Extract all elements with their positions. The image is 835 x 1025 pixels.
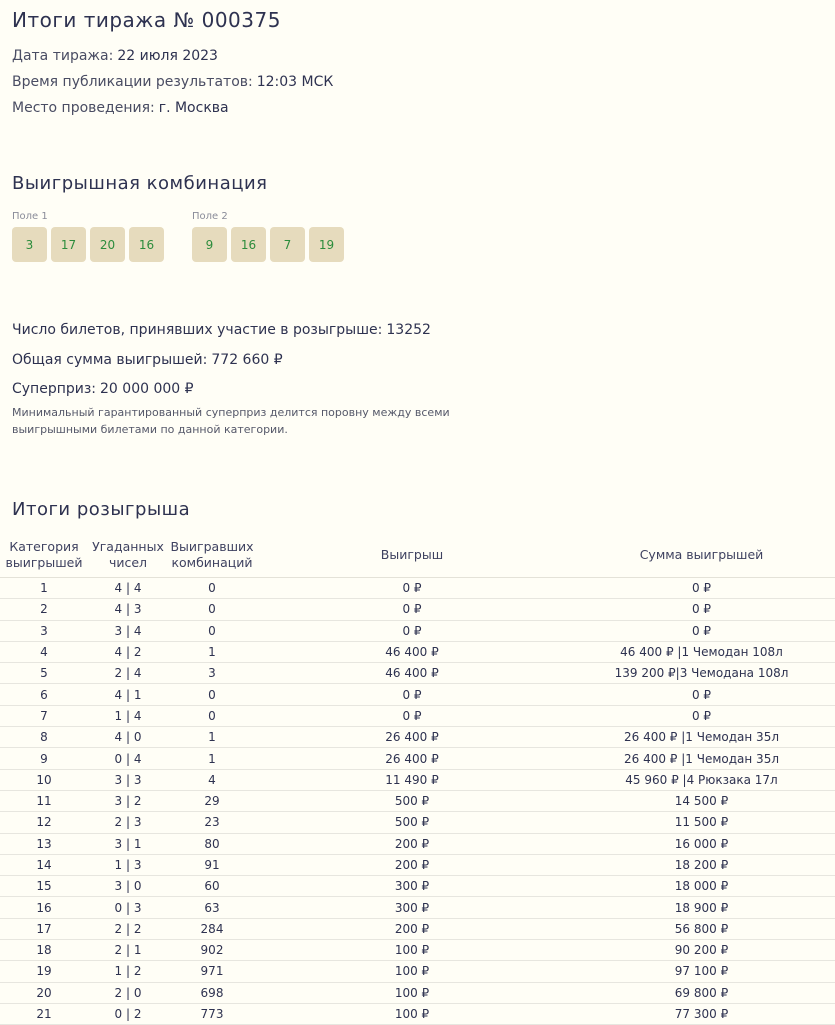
cell-winning-combos: 773: [168, 1003, 256, 1024]
cell-category: 21: [0, 1003, 88, 1024]
draw-place: [12, 100, 229, 116]
cell-category: 10: [0, 769, 88, 790]
number-ball: 3: [12, 227, 47, 262]
number-ball: 16: [129, 227, 164, 262]
cell-guessed: 3 | 3: [88, 769, 168, 790]
publish-time-value: 12:03 МСК: [256, 74, 334, 90]
total-winnings-value: 772 660 ₽: [211, 352, 283, 368]
cell-guessed: 1 | 2: [88, 961, 168, 982]
table-row: [0, 812, 835, 833]
cell-prize: 0 ₽: [256, 684, 568, 705]
col-header-prize: Выигрыш: [256, 533, 568, 578]
cell-prize: 26 400 ₽: [256, 727, 568, 748]
cell-guessed: 3 | 1: [88, 833, 168, 854]
table-row: [0, 769, 835, 790]
cell-winning-combos: 0: [168, 578, 256, 599]
number-ball: 16: [231, 227, 266, 262]
cell-guessed: 0 | 2: [88, 1003, 168, 1024]
cell-winning-combos: 91: [168, 854, 256, 875]
table-row: [0, 961, 835, 982]
cell-winning-combos: 284: [168, 918, 256, 939]
cell-prize-total: 16 000 ₽: [568, 833, 835, 854]
field2-balls: [192, 227, 344, 262]
cell-winning-combos: 902: [168, 940, 256, 961]
combination-title: Выигрышная комбинация: [12, 173, 268, 194]
cell-category: 11: [0, 790, 88, 811]
cell-category: 6: [0, 684, 88, 705]
col-header-category: Категория выигрышей: [0, 533, 88, 578]
cell-guessed: 4 | 4: [88, 578, 168, 599]
cell-prize: 11 490 ₽: [256, 769, 568, 790]
cell-category: 15: [0, 876, 88, 897]
cell-prize: 300 ₽: [256, 897, 568, 918]
cell-winning-combos: 698: [168, 982, 256, 1003]
cell-prize-total: 18 000 ₽: [568, 876, 835, 897]
table-row: [0, 684, 835, 705]
table-row: [0, 876, 835, 897]
col-header-prize-total: Сумма выигрышей: [568, 533, 835, 578]
cell-prize: 0 ₽: [256, 578, 568, 599]
cell-prize: 46 400 ₽: [256, 641, 568, 662]
cell-category: 5: [0, 663, 88, 684]
cell-prize-total: 26 400 ₽ |1 Чемодан 35л: [568, 727, 835, 748]
number-ball: 9: [192, 227, 227, 262]
cell-prize-total: 0 ₽: [568, 620, 835, 641]
table-row: [0, 940, 835, 961]
table-row: [0, 727, 835, 748]
table-row: [0, 982, 835, 1003]
cell-category: 14: [0, 854, 88, 875]
cell-winning-combos: 29: [168, 790, 256, 811]
field1-label: Поле 1: [12, 211, 48, 222]
total-winnings: [12, 352, 283, 368]
cell-guessed: 3 | 0: [88, 876, 168, 897]
table-row: [0, 1003, 835, 1024]
superprize-label: Суперприз:: [12, 381, 97, 397]
cell-guessed: 0 | 3: [88, 897, 168, 918]
cell-prize: 0 ₽: [256, 599, 568, 620]
superprize: [12, 381, 194, 397]
cell-prize: 100 ₽: [256, 1003, 568, 1024]
cell-prize-total: 56 800 ₽: [568, 918, 835, 939]
cell-category: 3: [0, 620, 88, 641]
cell-guessed: 4 | 0: [88, 727, 168, 748]
cell-guessed: 2 | 0: [88, 982, 168, 1003]
field2-label: Поле 2: [192, 211, 228, 222]
cell-prize: 46 400 ₽: [256, 663, 568, 684]
cell-guessed: 2 | 3: [88, 812, 168, 833]
table-row: [0, 918, 835, 939]
draw-date-value: 22 июля 2023: [117, 48, 218, 64]
page-title: Итоги тиража № 000375: [12, 8, 281, 32]
table-row: [0, 578, 835, 599]
cell-prize-total: 0 ₽: [568, 705, 835, 726]
cell-category: 1: [0, 578, 88, 599]
draw-date: [12, 48, 218, 64]
table-row: [0, 833, 835, 854]
table-row: [0, 790, 835, 811]
cell-guessed: 0 | 4: [88, 748, 168, 769]
cell-prize: 100 ₽: [256, 982, 568, 1003]
cell-prize-total: 0 ₽: [568, 684, 835, 705]
cell-prize: 500 ₽: [256, 790, 568, 811]
cell-category: 20: [0, 982, 88, 1003]
cell-winning-combos: 0: [168, 705, 256, 726]
table-row: [0, 897, 835, 918]
cell-winning-combos: 4: [168, 769, 256, 790]
results-title: Итоги розыгрыша: [12, 499, 191, 520]
number-ball: 20: [90, 227, 125, 262]
cell-winning-combos: 0: [168, 684, 256, 705]
cell-guessed: 1 | 3: [88, 854, 168, 875]
tickets-count: [12, 322, 431, 338]
table-row: [0, 620, 835, 641]
table-row: [0, 663, 835, 684]
number-ball: 19: [309, 227, 344, 262]
publish-time-label: Время публикации результатов:: [12, 74, 253, 90]
cell-category: 13: [0, 833, 88, 854]
cell-guessed: 2 | 2: [88, 918, 168, 939]
table-row: [0, 854, 835, 875]
cell-prize-total: 18 200 ₽: [568, 854, 835, 875]
cell-guessed: 4 | 1: [88, 684, 168, 705]
cell-prize: 200 ₽: [256, 918, 568, 939]
cell-prize-total: 11 500 ₽: [568, 812, 835, 833]
table-row: [0, 641, 835, 662]
field1-balls: [12, 227, 164, 262]
cell-winning-combos: 23: [168, 812, 256, 833]
cell-winning-combos: 0: [168, 599, 256, 620]
cell-prize-total: 90 200 ₽: [568, 940, 835, 961]
cell-winning-combos: 63: [168, 897, 256, 918]
cell-category: 8: [0, 727, 88, 748]
cell-guessed: 2 | 4: [88, 663, 168, 684]
cell-prize: 500 ₽: [256, 812, 568, 833]
publish-time: [12, 74, 333, 90]
cell-prize-total: 77 300 ₽: [568, 1003, 835, 1024]
cell-winning-combos: 971: [168, 961, 256, 982]
cell-prize-total: 139 200 ₽|3 Чемодана 108л: [568, 663, 835, 684]
table-row: [0, 748, 835, 769]
cell-category: 18: [0, 940, 88, 961]
draw-place-label: Место проведения:: [12, 100, 155, 116]
cell-winning-combos: 0: [168, 620, 256, 641]
total-winnings-label: Общая сумма выигрышей:: [12, 352, 208, 368]
cell-prize-total: 26 400 ₽ |1 Чемодан 35л: [568, 748, 835, 769]
superprize-note: Минимальный гарантированный суперприз делится поровну между всеми выигрышными билетами по данной категории.: [12, 406, 450, 436]
cell-winning-combos: 1: [168, 641, 256, 662]
col-header-winning-combos: Выигравших комбинаций: [168, 533, 256, 578]
table-row: [0, 705, 835, 726]
results-table: [0, 533, 835, 1025]
table-row: [0, 599, 835, 620]
cell-guessed: 1 | 4: [88, 705, 168, 726]
cell-prize: 100 ₽: [256, 940, 568, 961]
cell-prize-total: 18 900 ₽: [568, 897, 835, 918]
cell-winning-combos: 60: [168, 876, 256, 897]
cell-prize-total: 97 100 ₽: [568, 961, 835, 982]
cell-category: 4: [0, 641, 88, 662]
cell-prize: 200 ₽: [256, 854, 568, 875]
cell-category: 16: [0, 897, 88, 918]
cell-prize-total: 69 800 ₽: [568, 982, 835, 1003]
cell-category: 19: [0, 961, 88, 982]
cell-prize-total: 0 ₽: [568, 578, 835, 599]
cell-guessed: 4 | 3: [88, 599, 168, 620]
tickets-count-label: Число билетов, принявших участие в розыгрыше:: [12, 322, 383, 338]
number-ball: 17: [51, 227, 86, 262]
cell-category: 2: [0, 599, 88, 620]
results-body: [0, 578, 835, 1025]
cell-winning-combos: 1: [168, 727, 256, 748]
cell-category: 12: [0, 812, 88, 833]
cell-category: 17: [0, 918, 88, 939]
draw-date-label: Дата тиража:: [12, 48, 114, 64]
cell-guessed: 3 | 2: [88, 790, 168, 811]
cell-prize: 0 ₽: [256, 705, 568, 726]
cell-prize-total: 0 ₽: [568, 599, 835, 620]
cell-prize: 100 ₽: [256, 961, 568, 982]
cell-prize: 300 ₽: [256, 876, 568, 897]
col-header-guessed: Угаданных чисел: [88, 533, 168, 578]
cell-winning-combos: 3: [168, 663, 256, 684]
cell-winning-combos: 1: [168, 748, 256, 769]
cell-winning-combos: 80: [168, 833, 256, 854]
cell-prize: 26 400 ₽: [256, 748, 568, 769]
cell-prize-total: 45 960 ₽ |4 Рюкзака 17л: [568, 769, 835, 790]
results-header-row: [0, 533, 835, 578]
cell-guessed: 2 | 1: [88, 940, 168, 961]
cell-prize-total: 14 500 ₽: [568, 790, 835, 811]
cell-guessed: 3 | 4: [88, 620, 168, 641]
cell-category: 9: [0, 748, 88, 769]
cell-guessed: 4 | 2: [88, 641, 168, 662]
tickets-count-value: 13252: [386, 322, 431, 338]
superprize-value: 20 000 000 ₽: [100, 381, 194, 397]
cell-category: 7: [0, 705, 88, 726]
number-ball: 7: [270, 227, 305, 262]
cell-prize: 200 ₽: [256, 833, 568, 854]
cell-prize: 0 ₽: [256, 620, 568, 641]
cell-prize-total: 46 400 ₽ |1 Чемодан 108л: [568, 641, 835, 662]
draw-place-value: г. Москва: [158, 100, 229, 116]
